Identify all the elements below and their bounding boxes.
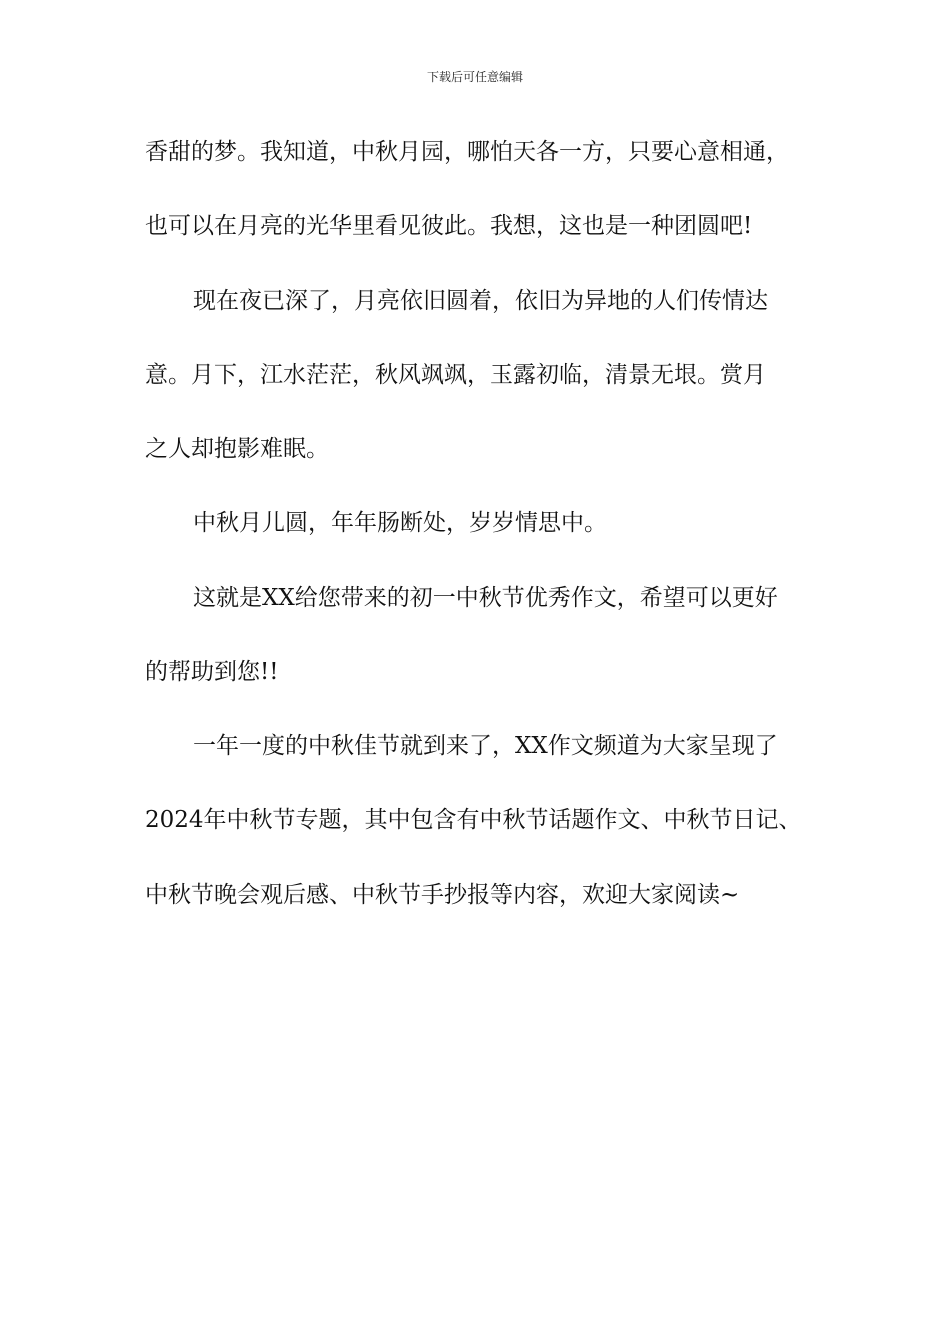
paragraph-3-line-1: 中秋月儿圆，年年肠断处，岁岁情思中。 — [193, 510, 607, 536]
paragraph-4-line-1: 这就是XX给您带来的初一中秋节优秀作文，希望可以更好 — [193, 585, 778, 611]
paragraph-1-line-1: 香甜的梦。我知道，中秋月园，哪怕天各一方，只要心意相通， — [145, 139, 789, 165]
paragraph-2-line-3: 之人却抱影难眠。 — [145, 436, 329, 462]
paragraph-1-line-2: 也可以在月亮的光华里看见彼此。我想，这也是一种团圆吧! — [145, 213, 753, 239]
paragraph-2-line-2: 意。月下，江水茫茫，秋风飒飒，玉露初临，清景无垠。赏月 — [145, 362, 766, 388]
paragraph-5-line-3: 中秋节晚会观后感、中秋节手抄报等内容，欢迎大家阅读~ — [145, 882, 740, 908]
paragraph-4-line-2: 的帮助到您!! — [145, 659, 279, 685]
paragraph-5-line-2: 2024年中秋节专题，其中包含有中秋节话题作文、中秋节日记、 — [145, 807, 802, 833]
page-header: 下载后可任意编辑 — [426, 70, 523, 84]
paragraph-2-line-1: 现在夜已深了，月亮依旧圆着，依旧为异地的人们传情达 — [193, 288, 768, 314]
paragraph-5-line-1: 一年一度的中秋佳节就到来了，XX作文频道为大家呈现了 — [193, 733, 778, 759]
